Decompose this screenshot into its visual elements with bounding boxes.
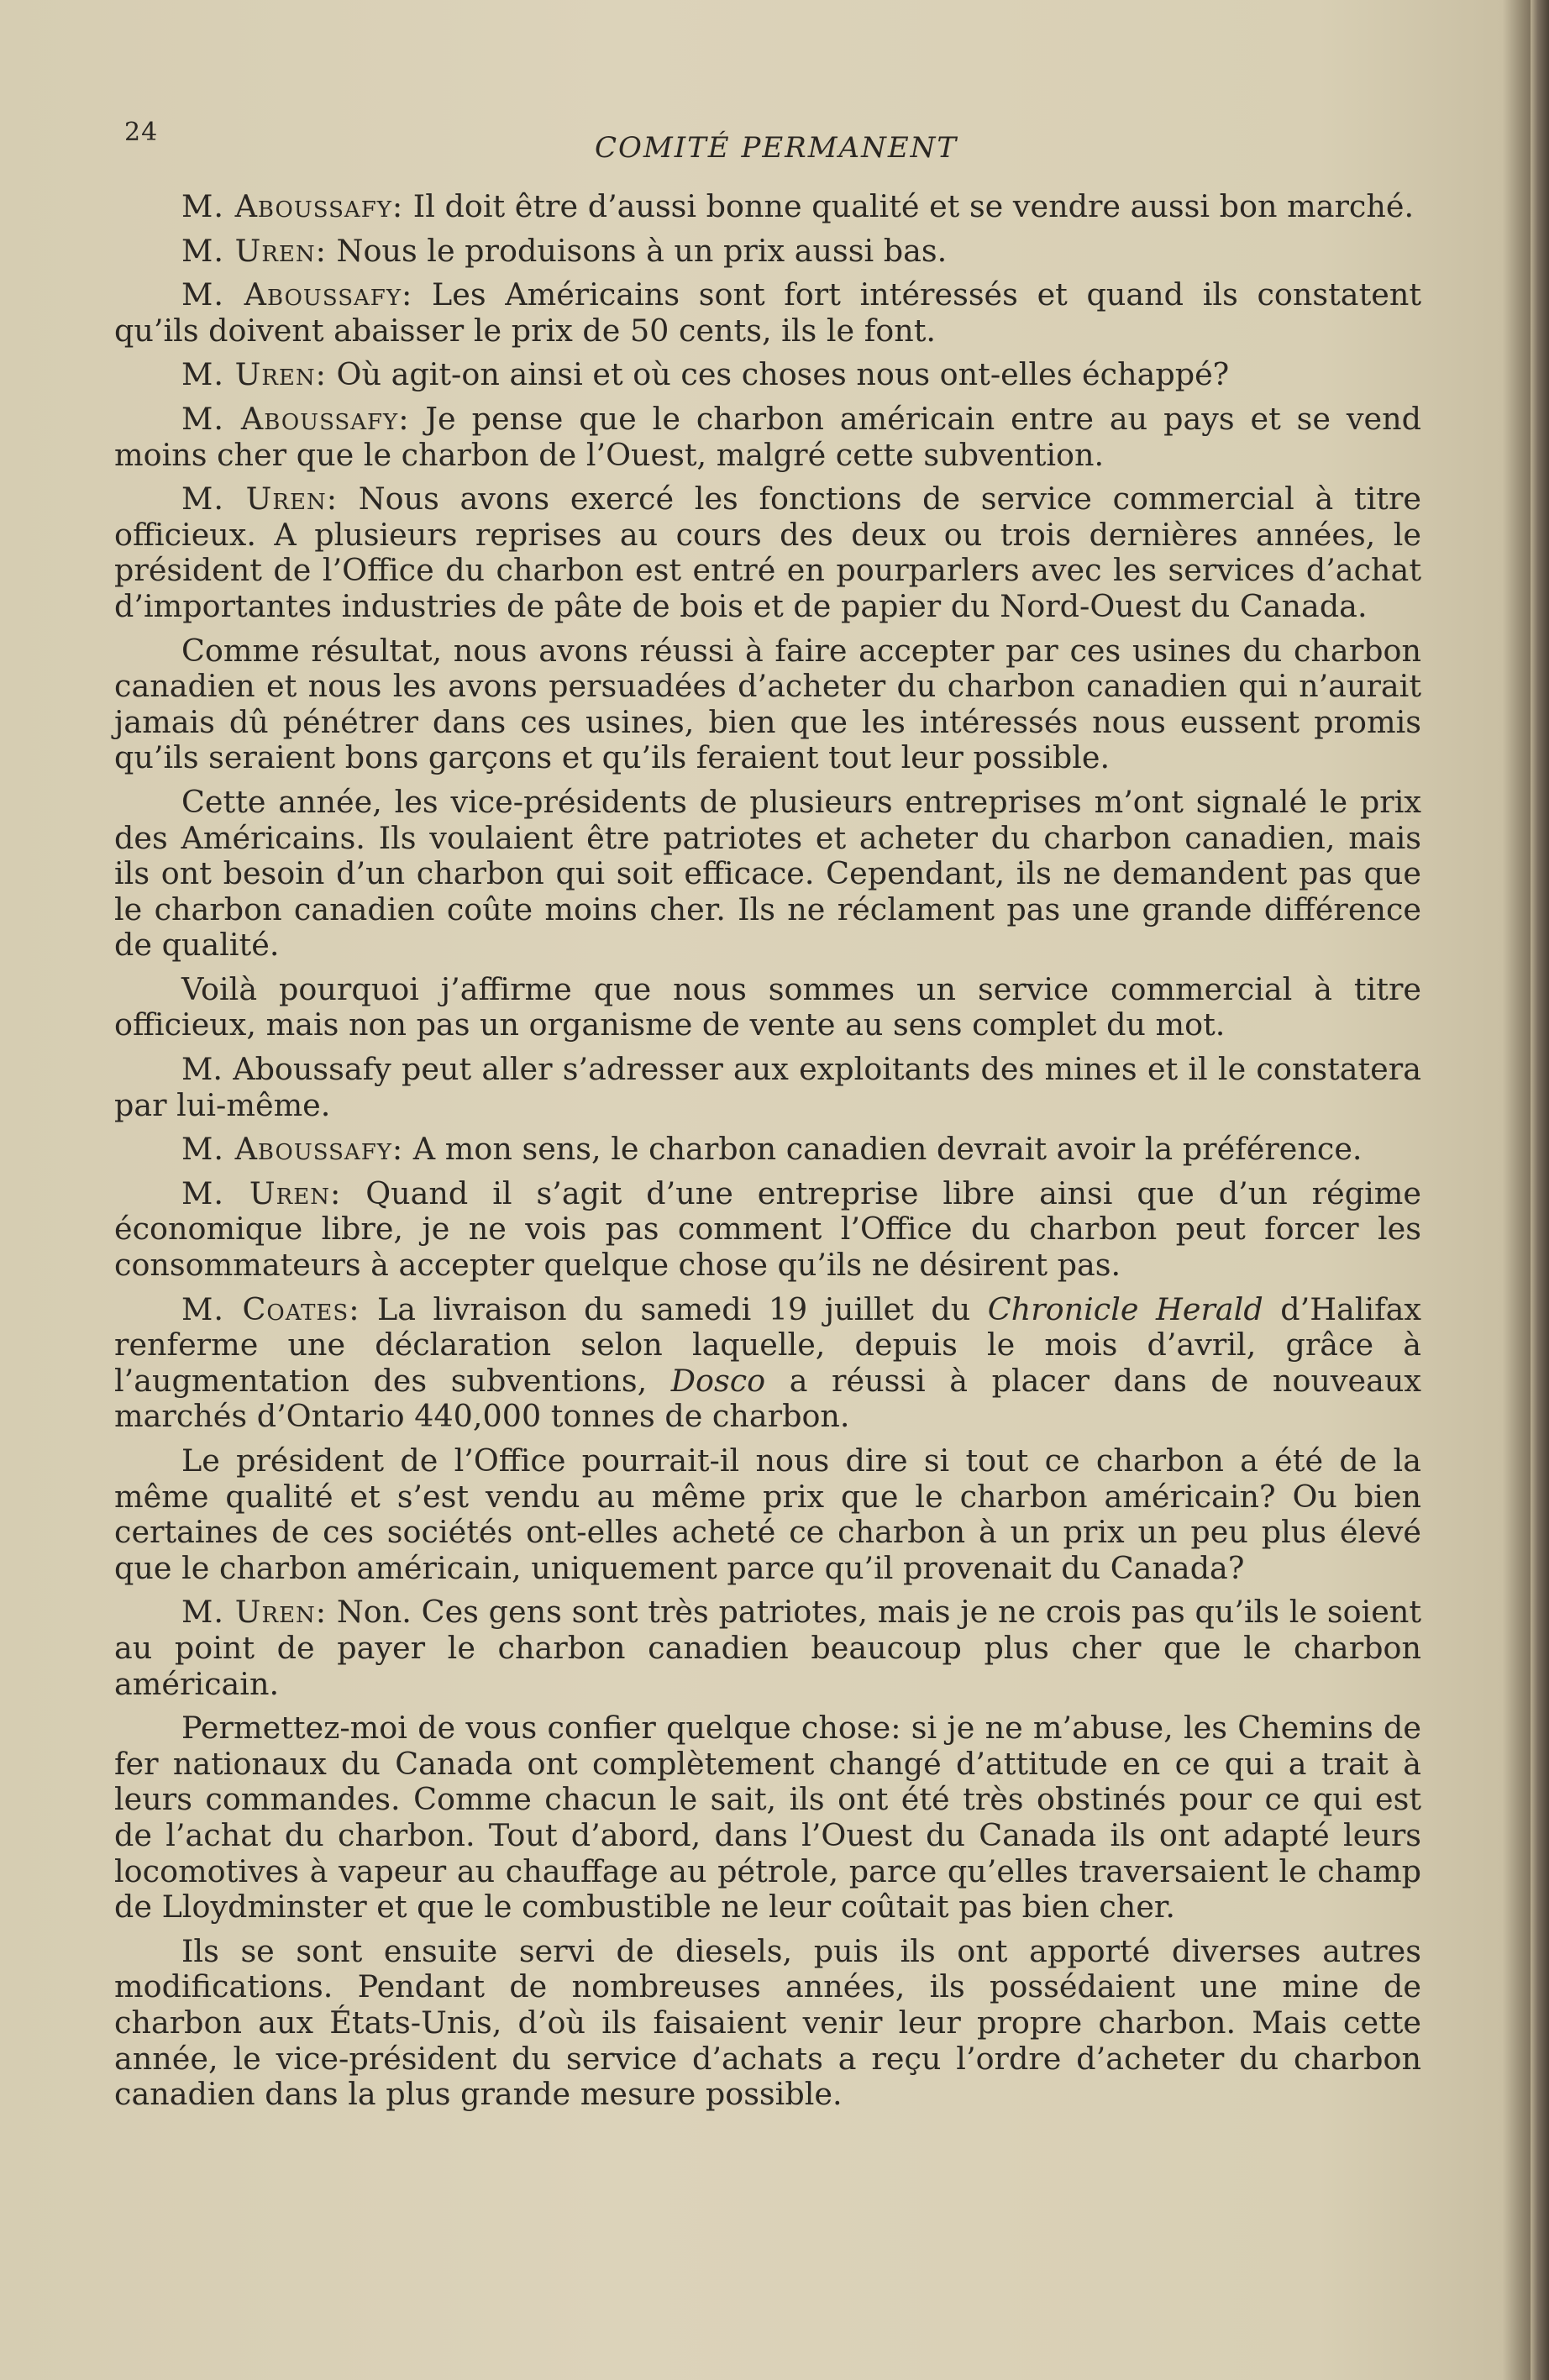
company-name: Dosco	[670, 1362, 766, 1399]
running-title: COMITÉ PERMANENT	[595, 131, 958, 165]
speaker-name: M. Aboussafy:	[181, 188, 404, 224]
page-binding-edge	[1531, 0, 1549, 2380]
paragraph-text: A mon sens, le charbon canadien devrait avoir la préférence.	[403, 1131, 1363, 1168]
paragraph	[114, 1176, 1421, 1284]
paragraph	[114, 402, 1421, 473]
speaker-name: M. Uren:	[181, 1174, 342, 1211]
paragraph-text: Ils se sont ensuite servi de diesels, puis ils ont apporté diverses autres modifications. Pendant de nombreuses années, ils possédaient une mine de charbon aux États-Unis, d’où ils faisaient venir leur propre charbon. Mais cette année, le vice-président du service d’achats a reçu l’ordre d’acheter du charbon canadien dans la plus grande mesure possible.	[114, 1932, 1421, 2113]
paragraph	[114, 189, 1421, 225]
paragraph	[114, 481, 1421, 624]
speaker-name: M. Aboussafy:	[181, 400, 410, 437]
paragraph-text: Je pense que le charbon américain entre au pays et se vend moins cher que le charbon de l’Ouest, malgré cette subvention.	[114, 400, 1421, 473]
paragraph-text: Il doit être d’aussi bonne qualité et se vendre aussi bon marché.	[403, 188, 1415, 224]
speaker-name: M. Aboussafy:	[181, 1131, 404, 1168]
paragraph	[114, 785, 1421, 964]
speaker-name: M. Uren:	[181, 356, 327, 393]
paragraph	[114, 633, 1421, 776]
paragraph-text: Non. Ces gens sont très patriotes, mais je ne crois pas qu’ils le soient au point de payer le charbon canadien beaucoup plus cher que le charbon américain.	[114, 1594, 1421, 1702]
speaker-name: M. Uren:	[181, 1594, 328, 1631]
newspaper-title: Chronicle Herald	[987, 1290, 1263, 1327]
speaker-name: M. Coates:	[181, 1290, 360, 1327]
paragraph-text: Quand il s’agit d’une entreprise libre ainsi que d’un régime économique libre, je ne vois pas comment l’Office du charbon peut forcer les consommateurs à accepter quelque chose qu’ils ne désirent pas.	[114, 1174, 1421, 1284]
paragraph-text: Les Américains sont fort intéressés et quand ils constatent qu’ils doivent abaisser le prix de 50 cents, ils le font.	[114, 276, 1422, 349]
paragraph	[114, 1710, 1421, 1926]
speaker-name: M. Aboussafy:	[181, 276, 413, 313]
paragraph-text: Où agit-on ainsi et où ces choses nous ont-elles échappé?	[326, 356, 1230, 393]
paragraph	[114, 1052, 1421, 1123]
paragraph-text: Nous avons exercé les fonctions de service commercial à titre officieux. A plusieurs reprises au cours des deux ou trois dernières années, le président de l’Office du charbon est entré en pourparlers avec les services d’achat d’importantes industries de pâte de bois et de papier du Nord-Ouest du Canada.	[114, 481, 1421, 624]
paragraph	[114, 1132, 1421, 1168]
speaker-name: M. Uren:	[181, 232, 327, 269]
paragraph-text: M. Aboussafy peut aller s’adresser aux exploitants des mines et il le constatera par lui-même.	[114, 1051, 1421, 1123]
paragraph-text: a réussi à placer dans de nouveaux marchés d’Ontario 440,000 tonnes de charbon.	[114, 1362, 1421, 1435]
paragraph-text: Permettez-moi de vous confier quelque chose: si je ne m’abuse, les Chemins de fer nationaux du Canada ont complètement changé d’attitude en ce qui a trait à leurs commandes. Comme chacun le sait, ils ont été très obstinés pour ce qui est de l’achat du charbon. Tout d’abord, dans l’Ouest du Canada ils ont adapté leurs locomotives à vapeur au chauffage au pétrole, parce qu’elles traversaient le champ de Lloydminster et que le combustible ne leur coûtait pas bien cher.	[114, 1710, 1421, 1926]
paragraph	[114, 972, 1421, 1043]
page-number: 24	[124, 118, 159, 147]
paragraph	[114, 234, 1421, 270]
paragraph-text: La livraison du samedi 19 juillet du	[360, 1290, 988, 1327]
body-text	[114, 189, 1421, 2121]
paragraph	[114, 1292, 1421, 1435]
paragraph-text: Le président de l’Office pourrait-il nous dire si tout ce charbon a été de la même qualité et s’est vendu au même prix que le charbon américain? Ou bien certaines de ces sociétés ont-elles acheté ce charbon à un prix un peu plus élevé que le charbon américain, uniquement parce qu’il provenait du Canada?	[114, 1442, 1421, 1586]
paragraph	[114, 1934, 1421, 2113]
paragraph	[114, 357, 1421, 393]
paragraph	[114, 1595, 1421, 1702]
paragraph	[114, 1443, 1421, 1586]
paragraph-text: Nous le produisons à un prix aussi bas.	[326, 232, 948, 269]
paragraph-text: Comme résultat, nous avons réussi à faire accepter par ces usines du charbon canadien et nous les avons persuadées d’acheter du charbon canadien qui n’aurait jamais dû pénétrer dans ces usines, bien que les intéressés nous eussent promis qu’ils seraient bons garçons et qu’ils feraient tout leur possible.	[114, 632, 1421, 776]
paragraph-text: Voilà pourquoi j’affirme que nous sommes un service commercial à titre officieux, mais non pas un organisme de vente au sens complet du mot.	[114, 970, 1421, 1043]
speaker-name: M. Uren:	[181, 481, 339, 518]
paragraph-text: Cette année, les vice-présidents de plusieurs entreprises m’ont signalé le prix des Américains. Ils voulaient être patriotes et acheter du charbon canadien, mais ils ont besoin d’un charbon qui soit efficace. Cependant, ils ne demandent pas que le charbon canadien coûte moins cher. Ils ne réclament pas une grande différence de qualité.	[114, 783, 1421, 964]
paragraph	[114, 277, 1421, 349]
paragraph-text: d’Halifax renferme une déclaration selon laquelle, depuis le mois d’avril, grâce à l’augmentation des subventions,	[114, 1290, 1421, 1399]
